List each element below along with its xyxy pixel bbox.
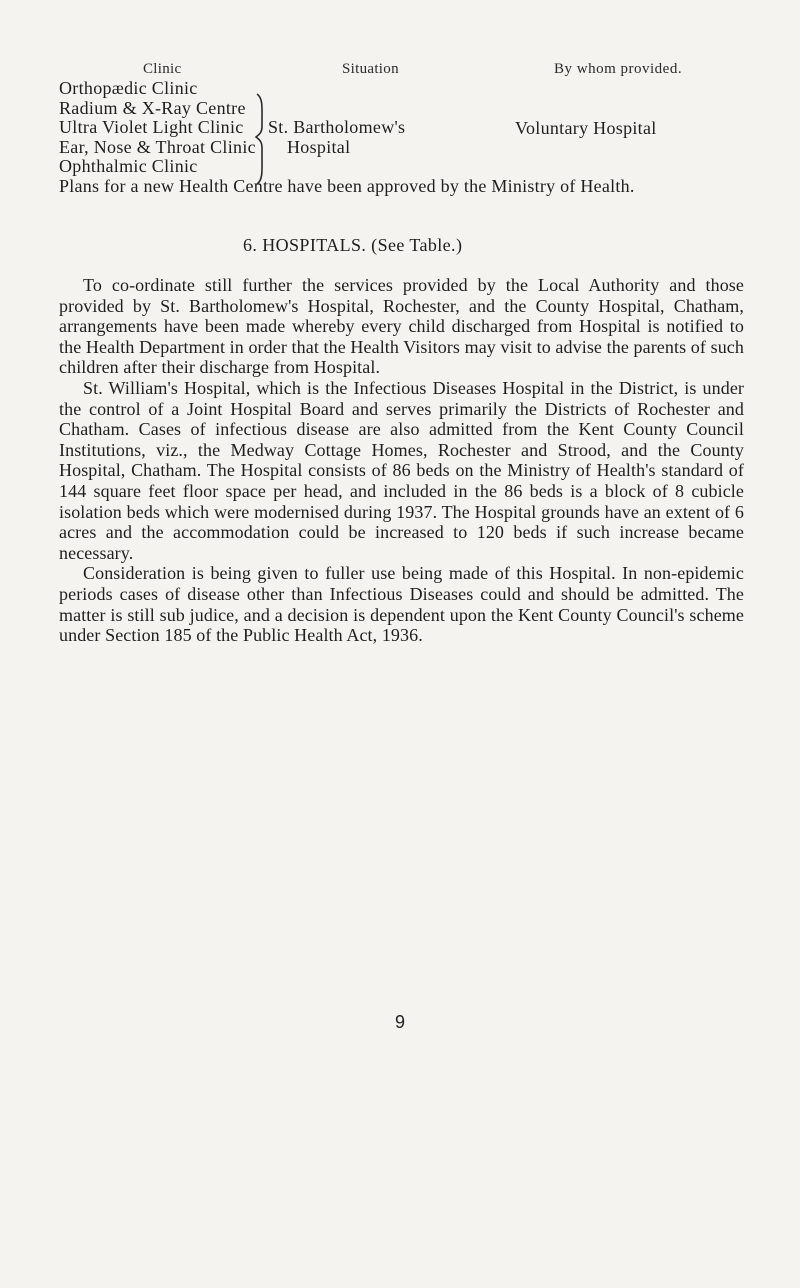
body-text	[59, 275, 744, 646]
provider-cell: Voluntary Hospital	[515, 118, 657, 138]
clinic-list	[59, 79, 256, 177]
clinic-item: Orthopædic Clinic	[59, 78, 198, 98]
paragraph: St. William's Hospital, which is the Infectious Diseases Hospital in the District, is under the control of a Joint Hospital Board and serves primarily the Districts of Rochester and Chatham. Cases of infectious disease are also admitted from the Kent County Council Institutions, viz., the Medway Cottage Homes, Rochester and Strood, and the County Hospital, Chatham. The Hospital consists of 86 beds on the Ministry of Health's standard of 144 square feet floor space per head, and included in the 86 beds is a block of 8 cubicle isolation beds which were modernised during 1937. The Hospital grounds have an extent of 6 acres and the accommodation could be increased to 120 beds if such increase became necessary.	[59, 377, 744, 563]
situation-line: Hospital	[287, 136, 351, 157]
table-header-clinic: Clinic	[143, 61, 182, 77]
plans-note: Plans for a new Health Centre have been approved by the Ministry of Health.	[59, 176, 635, 196]
clinic-item: Ophthalmic Clinic	[59, 156, 198, 176]
clinic-item: Ear, Nose & Throat Clinic	[59, 136, 256, 157]
section-heading: 6. HOSPITALS. (See Table.)	[243, 235, 463, 255]
page-number: 9	[394, 1012, 405, 1032]
situation-cell	[268, 118, 405, 157]
clinic-item: Ultra Violet Light Clinic	[59, 117, 244, 137]
paragraph: To co-ordinate still further the services provided by the Local Authority and those provided by St. Bartholomew's Hospital, Rochester, and the County Hospital, Chatham, arrangements have been made whereby every child discharged from Hospital is notified to the Health Department in order that the Health Visitors may visit to advise the parents of such children after their discharge from Hospital.	[59, 275, 744, 378]
paragraph: Consideration is being given to fuller use being made of this Hospital. In non-epidemic periods cases of disease other than Infectious Diseases could and should be admitted. The matter is still sub judice, and a decision is dependent upon the Kent County Council's scheme under Section 185 of the Public Health Act, 1936.	[59, 563, 744, 646]
table-header-situation: Situation	[342, 61, 399, 77]
table-header-provider: By whom provided.	[554, 61, 683, 77]
situation-line: St. Bartholomew's	[268, 117, 406, 137]
clinic-item: Radium & X-Ray Centre	[59, 97, 246, 118]
